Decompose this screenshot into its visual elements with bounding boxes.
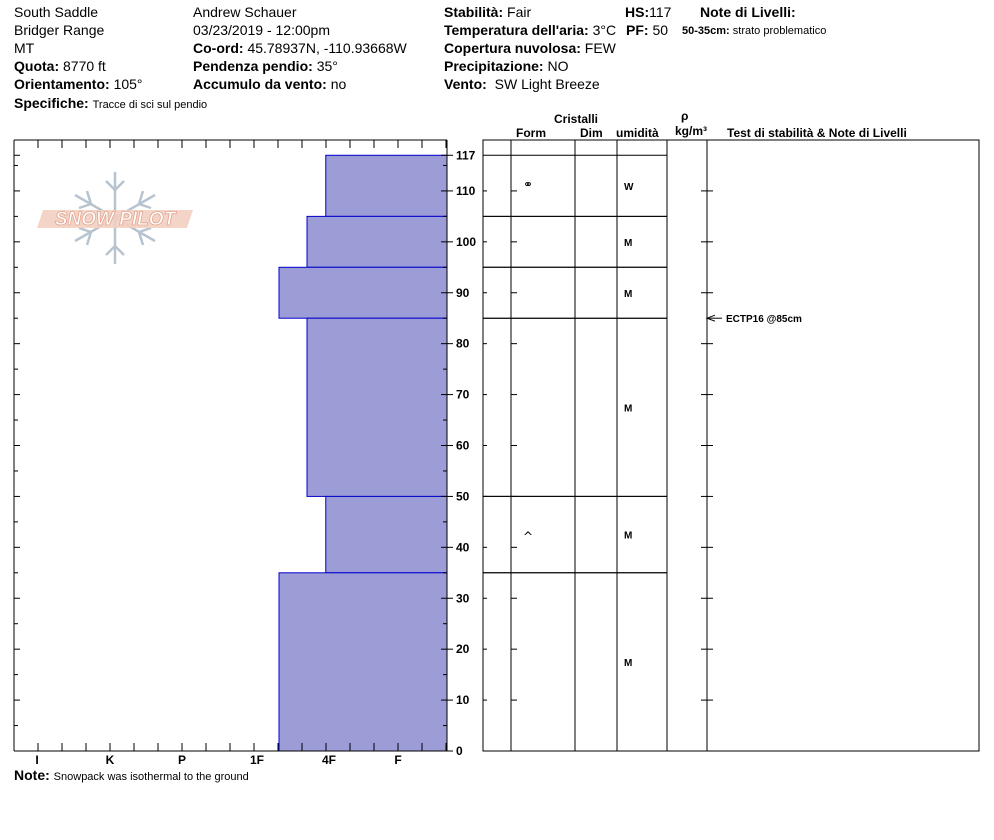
datetime: 03/23/2019 - 12:00pm (193, 22, 330, 38)
wind-loading-label: Accumulo da vento: (193, 76, 327, 92)
pf-value: 50 (652, 22, 669, 38)
elevation-label: Quota: (14, 58, 60, 74)
table-frame (483, 140, 979, 751)
hardness-bar (279, 573, 447, 751)
moisture-header: umidità (616, 126, 659, 140)
moisture-label: M (624, 288, 633, 300)
air-temp-value: 3°C (592, 22, 617, 38)
air-temp-label: Temperatura dell'aria: (444, 22, 589, 38)
depth-tick-label: 90 (456, 285, 470, 300)
hardness-tick-label: I (35, 753, 39, 767)
cloud-label: Copertura nuvolosa: (444, 40, 581, 56)
stability-label: Stabilità: (444, 4, 504, 20)
stability-notes-header: Test di stabilità & Note di Livelli (727, 126, 907, 140)
depth-tick-label: 60 (456, 438, 470, 453)
slope-value: 35° (316, 58, 338, 74)
hardness-bar (326, 496, 447, 572)
crystals-header: Cristalli (554, 112, 599, 126)
specifics-value: Tracce di sci sul pendio (92, 99, 208, 111)
pf-label: PF: (626, 22, 649, 38)
moisture-label: M (624, 657, 633, 669)
note-label: Note: (14, 767, 50, 783)
hardness-bar (279, 267, 447, 318)
moisture-label: M (624, 403, 633, 415)
precip-value: NO (547, 58, 569, 74)
cloud-value: FEW (584, 40, 616, 56)
depth-tick-label: 40 (456, 540, 470, 555)
hardness-tick-label: 1F (249, 753, 265, 767)
slope-label: Pendenza pendio: (193, 58, 313, 74)
depth-tick-label: 20 (456, 642, 470, 657)
layer-note-text: strato problematico (732, 25, 827, 37)
moisture-label: W (624, 181, 634, 193)
depth-tick-label: 70 (456, 387, 470, 402)
depth-tick-label: 30 (456, 591, 470, 606)
depth-tick-label: 110 (456, 183, 476, 198)
stability-value: Fair (507, 4, 532, 20)
depth-tick-label: 80 (456, 336, 470, 351)
depth-tick-label: 10 (456, 693, 470, 708)
depth-tick-label: 50 (456, 489, 470, 504)
depth-tick-label: 0 (456, 744, 463, 758)
specifics-label: Specifiche: (14, 95, 89, 111)
elevation-value: 8770 ft (63, 58, 106, 74)
hardness-bar (326, 155, 447, 216)
aspect-label: Orientamento: (14, 76, 110, 92)
hs-label: HS: (625, 4, 650, 20)
crystal-form-icon: ^ (522, 529, 534, 544)
hardness-bar (307, 216, 447, 267)
moisture-label: M (624, 530, 633, 542)
coords-label: Co-ord: (193, 40, 244, 56)
depth-tick-label: 100 (456, 234, 477, 249)
crystal-form-icon: ⚭ (522, 177, 534, 192)
hardness-tick-label: K (105, 753, 115, 767)
moisture-label: M (624, 237, 633, 249)
hardness-tick-label: 4F (321, 753, 337, 767)
hs-value: 117 (649, 4, 672, 20)
layer-note-range: 50-35cm: (682, 25, 730, 37)
hardness-tick-label: P (177, 753, 187, 767)
wind-label: Vento: (444, 76, 487, 92)
logo-text: SNOW PILOT (54, 209, 176, 230)
wind-loading-value: no (330, 76, 347, 92)
depth-tick-label: 117 (456, 148, 476, 163)
form-header: Form (516, 126, 546, 140)
layer-notes-title: Note di Livelli: (700, 4, 796, 20)
aspect-value: 105° (113, 76, 143, 92)
observer: Andrew Schauer (193, 4, 297, 20)
density-unit-header: kg/m³ (675, 124, 708, 138)
location: South Saddle (14, 4, 99, 20)
stability-test-label: ECTP16 @85cm (726, 314, 802, 326)
hardness-tick-label: F (394, 753, 402, 767)
rho-header: ρ (681, 109, 689, 123)
note-text: Snowpack was isothermal to the ground (53, 771, 249, 783)
coords-value: 45.78937N, -110.93668W (247, 40, 407, 56)
hardness-bar (307, 318, 447, 496)
precip-label: Precipitazione: (444, 58, 544, 74)
dim-header: Dim (580, 126, 603, 140)
state: MT (14, 40, 35, 56)
snowpilot-logo (37, 172, 193, 264)
range: Bridger Range (14, 22, 105, 38)
wind-value: SW Light Breeze (494, 76, 600, 92)
